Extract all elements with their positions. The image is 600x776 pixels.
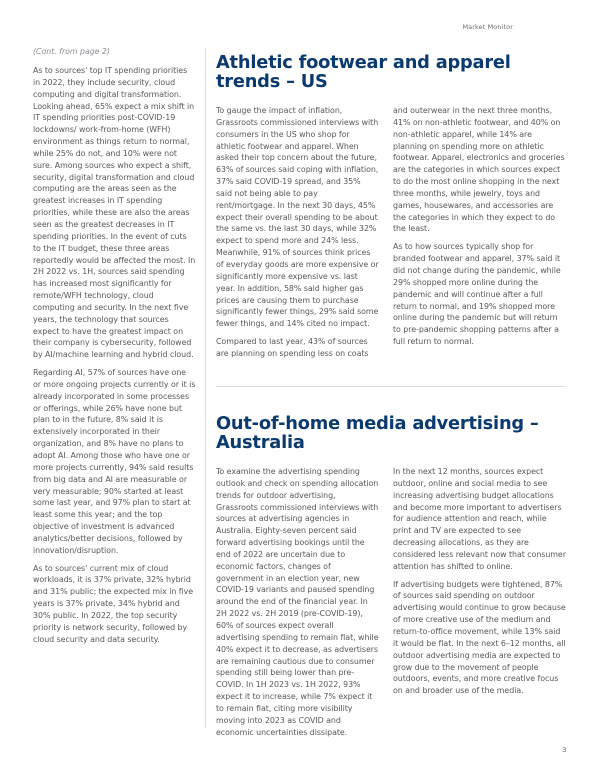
text-column bbox=[393, 466, 566, 744]
section-out-of-home-media bbox=[216, 414, 566, 744]
page-number: 3 bbox=[562, 746, 567, 754]
paragraph: Regarding AI, 57% of sources have one or more ongoing projects currently or it is already incorporated in some processes or offerings, while 26% have none but plan to in the future, 8% said it is extensively incorporated in their organization, and 8% have no plans to adopt AI. Among those who have one or more projects currently, 94% said results from big data and AI are measurable or very measurable; 90% started at least some last year, and 97% plan to start at least some this year; and the top objective of investment is advanced analytics/better decisions, followed by innovation/disruption. bbox=[33, 368, 196, 555]
section-divider bbox=[216, 386, 565, 387]
paragraph: To gauge the impact of inflation, Grassroots commissioned interviews with consumers in the US who shop for athletic footwear and apparel. When asked their top concern about the future, 63% of sources said coping with inflation, 37% said COVID-19 spread, and 35% said not being able to pay rent/mortgage. In the next 30 days, 45% expect their overall spending to be about the same vs. the last 30 days, while 32% expect to spend more and 24% less. Meanwhile, 91% of sources think prices of everyday goods are more expensive or significantly more expensive vs. last year. In addition, 58% said higher gas prices are causing them to purchase significantly fewer things, 29% said some fewer things, and 14% cited no impact. bbox=[216, 106, 379, 329]
section-title: Athletic footwear and apparel trends – US bbox=[216, 52, 511, 92]
paragraph: As to sources' current mix of cloud workloads, it is 37% private, 32% hybrid and 31% public; the expected mix in five years is 37% private, 34% hybrid and 30% public. In 2022, the top security priority is network security, followed by cloud security and data security. bbox=[33, 563, 194, 644]
paragraph: To examine the advertising spending outlook and check on spending allocation trends for outdoor advertising, Grassroots commissioned interviews with sources at advertising agencies in Australia. Eighty-seven percent said forward advertising bookings until the end of 2022 are uncertain due to economic factors, changes of government in an election year, new COVID-19 variants and paused spending around the end of the financial year. In 2H 2022 vs. 2H 2019 (pre-COVID-19), 60% of sources expect overall advertising spending to remain flat, while 40% expect it to decrease, as advertisers are remaining cautious due to consumer spending still being lower than pre-COVID. In 1H 2023 vs. 1H 2022, 93% expect it to increase, while 7% expect it to remain flat, citing more visibility moving into 2023 as COVID and economic uncertainties dissipate. bbox=[216, 467, 379, 737]
paragraph: As to how sources typically shop for branded footwear and apparel, 37% said it did not change during the pandemic, while 29% shopped more online during the pandemic and will continue after a full return to normal, and 19% shopped more online during the pandemic but will return to pre-pandemic shopping patterns after a full return to normal. bbox=[393, 242, 561, 347]
paragraph: In the next 12 months, sources expect outdoor, online and social media to see increasing advertising budget allocations and become more important to advertisers for audience attention and reach, while print and TV are expected to see decreasing allocations, as they are considered less relevant now that consumer attention has shifted to online. bbox=[393, 467, 566, 571]
section-athletic-footwear bbox=[216, 53, 566, 366]
text-column bbox=[393, 105, 566, 366]
paragraph: As to sources' top IT spending priorities in 2022, they include security, cloud computing and digital transformation. Looking ahead, 65% expect a mix shift in IT spending priorities post-COVID-19 lockdowns/ work-from-home (WFH) environment as things return to normal, while 25% do not, and 10% were not sure. Among sources who expect a shift, security, digital transformation and cloud computing are the areas seen as the greatest increases in IT spending priorities, while these are also the areas seen as the greatest decreases in IT spending priorities. In the event of cuts to the IT budget, these three areas reportedly would be affected the most. In 2H 2022 vs. 1H, sources said spending has increased most significantly for remote/WFH technology, cloud computing and security. In the next five years, the technology that sources expect to have the greatest impact on their company is cybersecurity, followed by AI/machine learning and hybrid cloud. bbox=[33, 66, 196, 360]
paragraph: Compared to last year, 43% of sources are planning on spending less on coats bbox=[216, 337, 369, 358]
paragraph: and outerwear in the next three months, 41% on non-athletic footwear, and 40% on non-athletic apparel, while 14% are planning on spending more on athletic footwear. Apparel, electronics and groceries are the categories in which sources expect to do the most online shopping in the next three months, while jewelry, toys and games, housewares, and accessories are the categories in which they expect to do the least. bbox=[393, 106, 565, 234]
section-title: Out-of-home media advertising – Australia bbox=[216, 413, 539, 453]
paragraph: If advertising budgets were tightened, 87% of sources said spending on outdoor advertising would continue to grow because of more creative use of the medium and return-to-office movement, while 13% said it would be flat. In the next 6–12 months, all outdoor advertising media are expected to grow due to the movement of people outdoors, events, and more creative focus on and broader use of the media. bbox=[393, 579, 566, 696]
column-divider bbox=[205, 48, 206, 728]
continued-note: (Cont. from page 2) bbox=[33, 47, 110, 56]
publication-header: Market Monitor bbox=[462, 23, 513, 31]
text-column bbox=[216, 466, 379, 744]
left-column bbox=[33, 46, 196, 652]
text-column bbox=[216, 105, 379, 366]
